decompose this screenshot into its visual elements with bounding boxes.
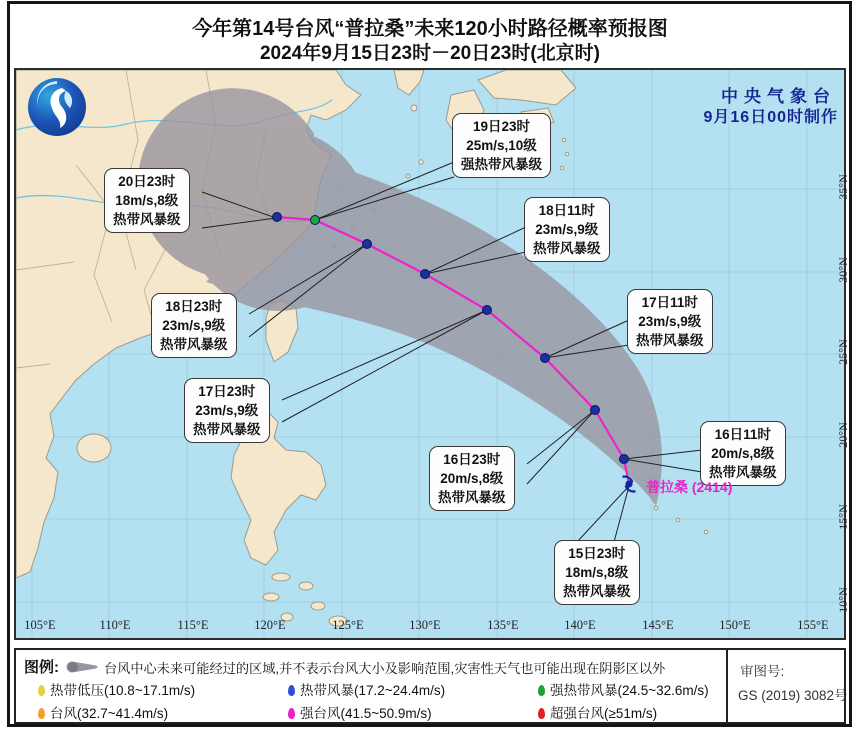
legend-item-label: 热带风暴(17.2~24.4m/s) xyxy=(300,683,446,698)
lon-label: 130°E xyxy=(409,618,441,632)
label-20d23 xyxy=(104,168,190,233)
legend-cone-note: 台风中心未来可能经过的区域,并不表示台风大小及影响范围,灾害性天气也可能出现在阴影区以外 xyxy=(104,661,666,676)
lon-label: 110°E xyxy=(99,618,131,632)
legend-item-super-ty xyxy=(538,702,657,722)
ogasawara-island xyxy=(560,166,564,170)
page-subtitle-daterange: 2024年9月15日23时－20日23时(北京时) xyxy=(259,43,601,64)
lat-label: 30°N xyxy=(836,257,850,283)
lon-label: 135°E xyxy=(487,618,519,632)
label-level: 强热带风暴级 xyxy=(461,157,542,172)
label-time: 18日11时 xyxy=(538,203,595,218)
hainan-island xyxy=(77,434,111,462)
point-16d11 xyxy=(620,455,629,464)
honshu-island xyxy=(478,70,576,105)
lon-label: 120°E xyxy=(254,618,286,632)
label-time: 16日23时 xyxy=(443,452,501,467)
ts-marker-icon xyxy=(288,685,295,696)
legend-item-ty xyxy=(38,702,168,722)
agency-issued-time: 9月16日00时制作 xyxy=(703,109,838,126)
label-level: 热带风暴级 xyxy=(563,584,631,599)
label-level: 热带风暴级 xyxy=(160,337,228,352)
map-license-box xyxy=(728,648,846,724)
point-17d23 xyxy=(483,306,492,315)
label-wind: 18m/s,8级 xyxy=(565,565,629,580)
legend-item-sts xyxy=(538,679,709,699)
lon-label: 105°E xyxy=(24,618,56,632)
lat-label: 10°N xyxy=(836,587,850,613)
label-wind: 23m/s,9级 xyxy=(638,314,702,329)
label-19d23 xyxy=(452,113,551,178)
lat-label: 15°N xyxy=(836,504,850,530)
legend-item-label: 强热带风暴(24.5~32.6m/s) xyxy=(550,683,709,698)
mariana-island xyxy=(704,530,708,534)
ryukyu-island xyxy=(406,174,410,178)
label-17d23 xyxy=(184,378,270,443)
legend-item-sty xyxy=(288,702,432,722)
label-time: 17日23时 xyxy=(198,384,256,399)
legend-item-label: 热带低压(10.8~17.1m/s) xyxy=(50,683,196,698)
label-time: 18日23时 xyxy=(165,299,223,314)
license-label: 审图号: xyxy=(740,664,785,679)
sty-marker-icon xyxy=(288,708,295,719)
lat-label: 35°N xyxy=(836,174,850,200)
label-level: 热带风暴级 xyxy=(438,490,506,505)
point-19d23 xyxy=(311,216,320,225)
mariana-island xyxy=(676,518,680,522)
label-wind: 23m/s,9级 xyxy=(535,222,599,237)
point-17d11 xyxy=(541,354,550,363)
label-wind: 20m/s,8级 xyxy=(440,471,504,486)
point-18d11 xyxy=(421,270,430,279)
license-number: GS (2019) 3082号 xyxy=(738,688,848,703)
ty-marker-icon xyxy=(38,708,45,719)
label-level: 热带风暴级 xyxy=(113,212,181,227)
agency-name: 中央气象台 xyxy=(721,87,836,106)
map-canvas xyxy=(16,70,844,638)
legend-item-label: 超强台风(≥51m/s) xyxy=(550,706,658,721)
legend-item-ts xyxy=(288,679,445,699)
visayas-island xyxy=(272,573,290,581)
label-level: 热带风暴级 xyxy=(533,241,601,256)
lon-label: 140°E xyxy=(564,618,596,632)
label-wind: 23m/s,9级 xyxy=(162,318,226,333)
legend-title: 图例: xyxy=(24,659,59,676)
lon-label: 125°E xyxy=(332,618,364,632)
storm-name-label: 普拉桑 (2414) xyxy=(646,479,733,495)
jeju-island xyxy=(411,105,417,111)
legend-item-label: 强台风(41.5~50.9m/s) xyxy=(300,706,432,721)
label-level: 热带风暴级 xyxy=(193,422,261,437)
forecast-map xyxy=(14,68,846,640)
label-time: 16日11时 xyxy=(714,427,771,442)
page-title: 今年第14号台风“普拉桑”未来120小时路径概率预报图 xyxy=(192,18,668,40)
label-time: 17日11时 xyxy=(641,295,698,310)
label-wind: 20m/s,8级 xyxy=(711,446,775,461)
label-15d23 xyxy=(554,540,640,605)
lat-label: 25°N xyxy=(836,339,850,365)
label-18d23 xyxy=(151,293,237,358)
label-time: 19日23时 xyxy=(472,119,531,134)
legend-box xyxy=(14,648,728,724)
label-wind: 23m/s,9级 xyxy=(195,403,259,418)
ogasawara-island xyxy=(562,138,566,142)
point-18d23 xyxy=(363,240,372,249)
legend-item-td xyxy=(38,679,195,699)
label-wind: 18m/s,8级 xyxy=(115,193,179,208)
lon-label: 155°E xyxy=(797,618,829,632)
label-18d11 xyxy=(524,197,610,262)
label-level: 热带风暴级 xyxy=(636,333,704,348)
super-ty-marker-icon xyxy=(538,708,545,719)
lon-label: 150°E xyxy=(719,618,751,632)
td-marker-icon xyxy=(38,685,45,696)
label-level: 热带风暴级 xyxy=(709,465,777,480)
ogasawara-island xyxy=(565,152,569,156)
sts-marker-icon xyxy=(538,685,545,696)
lat-label: 20°N xyxy=(836,422,850,448)
cma-logo xyxy=(26,76,88,143)
visayas-island xyxy=(299,582,313,590)
cone-icon xyxy=(66,659,100,675)
label-wind: 25m/s,10级 xyxy=(466,138,537,153)
visayas-island xyxy=(311,602,325,610)
visayas-island xyxy=(263,593,279,601)
lon-label: 115°E xyxy=(177,618,209,632)
label-17d11 xyxy=(627,289,713,354)
mariana-island xyxy=(654,506,658,510)
legend-item-label: 台风(32.7~41.4m/s) xyxy=(50,706,169,721)
point-20d23 xyxy=(273,213,282,222)
ryukyu-island xyxy=(419,160,423,164)
label-time: 15日23时 xyxy=(568,546,626,561)
label-time: 20日23时 xyxy=(118,174,176,189)
lon-label: 145°E xyxy=(642,618,674,632)
cma-logo-icon xyxy=(26,76,88,138)
point-16d23 xyxy=(591,406,600,415)
label-16d23 xyxy=(429,446,515,511)
